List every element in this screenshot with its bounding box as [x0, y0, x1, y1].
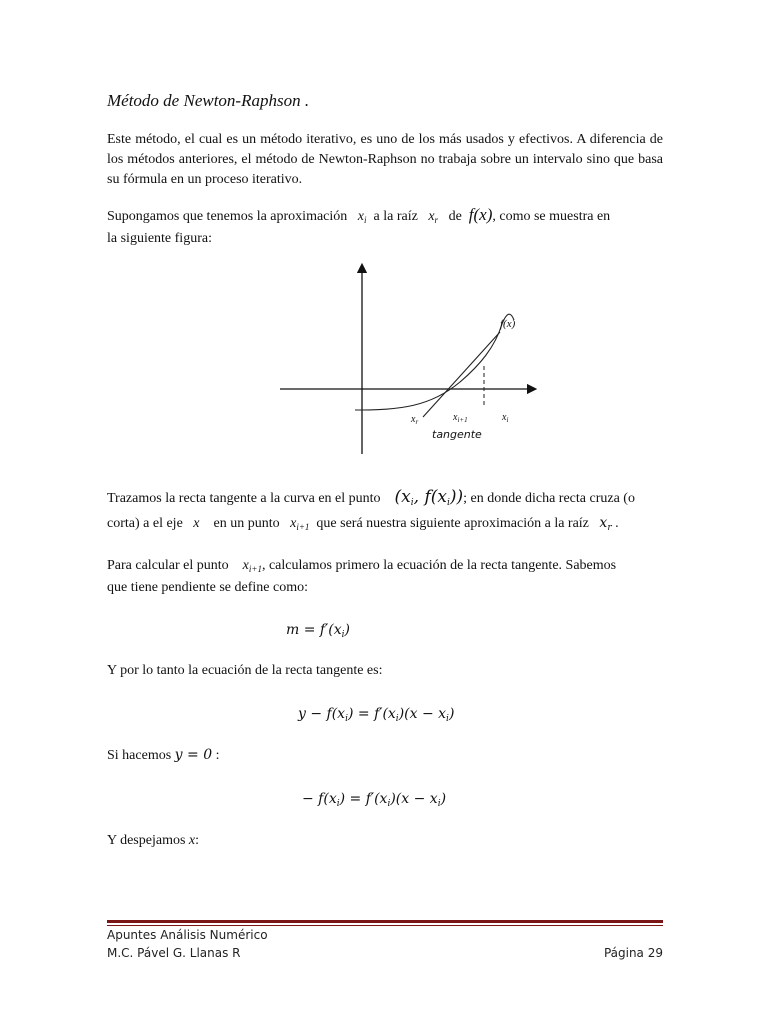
calc-paragraph-line1: Para calcular el punto $x_{i+1}$, calculamos primero la ecuación de la recta tangente. Sabemos	[107, 558, 617, 574]
tangent-paragraph-line2: corta) a el eje x en un punto $x_{i+1}$ que será nuestra siguiente aproximación a la raíz $x_r$ .	[107, 515, 619, 533]
xi-label: $x_i$	[502, 412, 509, 424]
intro-paragraph: Este método, el cual es un método iterativo, es uno de los más usados y efectivos. A diferencia de los métodos anteriores, el método de Newton-Raphson no trabaja sobre un intervalo sino que basa su fórmula en un proceso iterativo.	[107, 132, 663, 187]
tangent-paragraph-line1: Trazamos la recta tangente a la curva en el punto ($x_i$, $f(x_i)$); en donde dicha recta cruza (o	[107, 487, 635, 508]
text: , como se muestra en	[492, 209, 611, 224]
point-symbol: ($x_i$, $f(x_i)$)	[394, 487, 464, 508]
text: Supongamos que tenemos la aproximación	[107, 209, 348, 224]
xi-symbol: $x_i$	[357, 209, 367, 225]
tangent-label: tangente	[432, 428, 482, 441]
footer-course: Apuntes Análisis Numérico	[107, 928, 268, 942]
y-zero-symbol: y = 0	[174, 747, 213, 763]
calc-paragraph-line2: que tiene pendiente se define como:	[107, 580, 308, 595]
page-number: Página 29	[603, 946, 663, 960]
xr-symbol: $x_r$	[428, 209, 439, 225]
text: de	[448, 209, 462, 224]
zero-equation: − $f(x_i) = f'(x_i)(x - x_i)$	[302, 791, 447, 809]
section-title: Método de Newton-Raphson .	[107, 91, 310, 110]
fx-label: f(x)	[500, 318, 516, 330]
footer-rule	[107, 920, 663, 923]
solve-x-line: Y despejamos x:	[107, 833, 200, 848]
fx-symbol: f(x)	[468, 205, 493, 224]
footer-author: M.C. Pável G. Llanas R	[107, 946, 241, 960]
set-y-zero-line: Si hacemos y = 0 :	[107, 747, 220, 763]
tangent-equation-intro: Y por lo tanto la ecuación de la recta tangente es:	[107, 663, 383, 678]
xi1-label: $x_{i+1}$	[453, 412, 468, 424]
tangent-line	[423, 332, 500, 417]
footer-rule-thin	[107, 925, 663, 926]
function-curve	[355, 314, 514, 410]
approximation-paragraph-line1	[107, 205, 610, 230]
text: a la raíz	[373, 209, 418, 224]
approximation-paragraph-line2: la siguiente figura:	[107, 231, 212, 246]
newton-raphson-figure	[270, 262, 540, 462]
slope-equation: $m = f'(x_i)$	[286, 622, 350, 640]
tangent-equation: $y - f(x_i) = f'(x_i)(x - x_i)$	[298, 706, 455, 724]
xi1-symbol: $x_{i+1}$	[290, 516, 310, 532]
xr-symbol: $x_r$	[599, 515, 612, 533]
xr-label: $x_r$	[411, 414, 419, 426]
xi1-symbol: $x_{i+1}$	[242, 558, 262, 574]
